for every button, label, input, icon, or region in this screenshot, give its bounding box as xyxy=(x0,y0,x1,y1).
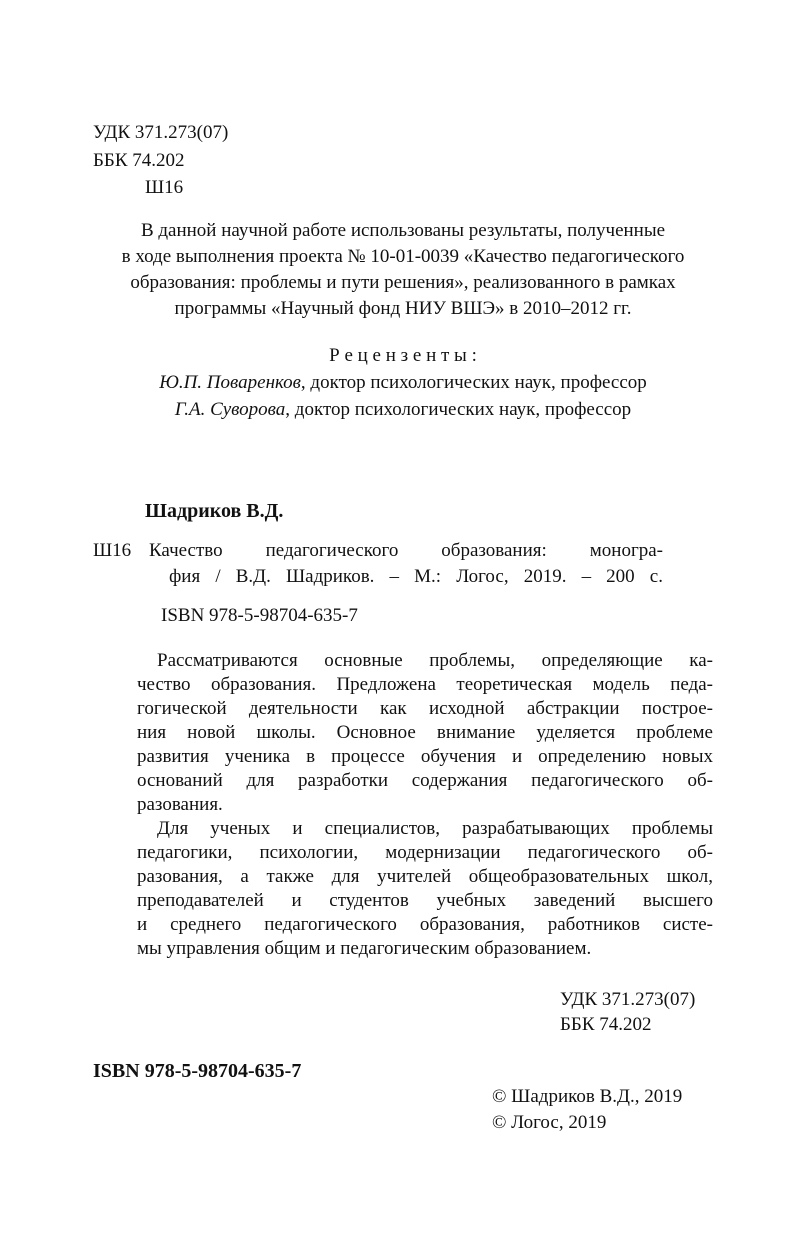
udk-code-bottom: УДК 371.273(07) xyxy=(560,989,696,1010)
catalog-title-line: фия / В.Д. Шадриков. – М.: Логос, 2019. – 200 с. xyxy=(169,566,663,587)
copyright-publisher: © Логос, 2019 xyxy=(492,1112,607,1133)
annotation-line: развития ученика в процессе обучения и определению новых xyxy=(137,746,713,767)
annotation-line: педагогики, психологии, модернизации педагогического об- xyxy=(137,842,713,863)
annotation-line: гогической деятельности как исходной абстракции построе- xyxy=(137,698,713,719)
annotation-line: Для ученых и специалистов, разрабатывающих проблемы xyxy=(157,818,713,839)
funding-line: в ходе выполнения проекта № 10-01-0039 «Качество педагогического xyxy=(121,246,685,267)
annotation-line: оснований для разработки содержания педагогического об- xyxy=(137,770,713,791)
udk-code-top: УДК 371.273(07) xyxy=(93,122,229,143)
annotation-line: мы управления общим и педагогическим образованием. xyxy=(137,938,592,959)
catalog-author: Шадриков В.Д. xyxy=(145,500,284,522)
footer-isbn: ISBN 978-5-98704-635-7 xyxy=(93,1060,302,1082)
funding-line: В данной научной работе использованы результаты, полученные xyxy=(140,220,666,241)
funding-line: программы «Научный фонд НИУ ВШЭ» в 2010–2012 гг. xyxy=(174,298,632,319)
reviewer-name: Г.А. Суворова xyxy=(174,399,286,420)
annotation-line: чество образования. Предложена теоретическая модель педа- xyxy=(137,674,713,695)
reviewer-name: Ю.П. Поваренков xyxy=(159,372,301,393)
annotation-line: разования. xyxy=(137,794,223,815)
reviewer-details: , доктор психологических наук, профессор xyxy=(300,372,647,393)
catalog-code: Ш16 xyxy=(93,540,132,561)
copyright-author: © Шадриков В.Д., 2019 xyxy=(492,1086,683,1107)
reviewers-heading: Р е ц е н з е н т ы : xyxy=(329,345,477,366)
reviewer-entry xyxy=(93,398,713,422)
bbk-code-bottom: ББК 74.202 xyxy=(560,1014,652,1035)
bbk-code-top: ББК 74.202 xyxy=(93,150,185,171)
annotation-line: и среднего педагогического образования, работников систе- xyxy=(137,914,713,935)
catalog-isbn: ISBN 978-5-98704-635-7 xyxy=(161,605,358,626)
catalog-title-line: Качество педагогического образования: моногра- xyxy=(149,540,663,561)
annotation-line: Рассматриваются основные проблемы, определяющие ка- xyxy=(157,650,713,671)
funding-line: образования: проблемы и пути решения», реализованного в рамках xyxy=(130,272,676,293)
annotation-line: преподавателей и студентов учебных заведений высшего xyxy=(137,890,713,911)
reviewer-details: , доктор психологических наук, профессор xyxy=(285,399,632,420)
annotation-line: разования, а также для учителей общеобразовательных школ, xyxy=(137,866,713,887)
annotation-line: ния новой школы. Основное внимание уделяется проблеме xyxy=(137,722,713,743)
author-mark-top: Ш16 xyxy=(145,177,184,198)
reviewer-entry xyxy=(93,371,713,395)
